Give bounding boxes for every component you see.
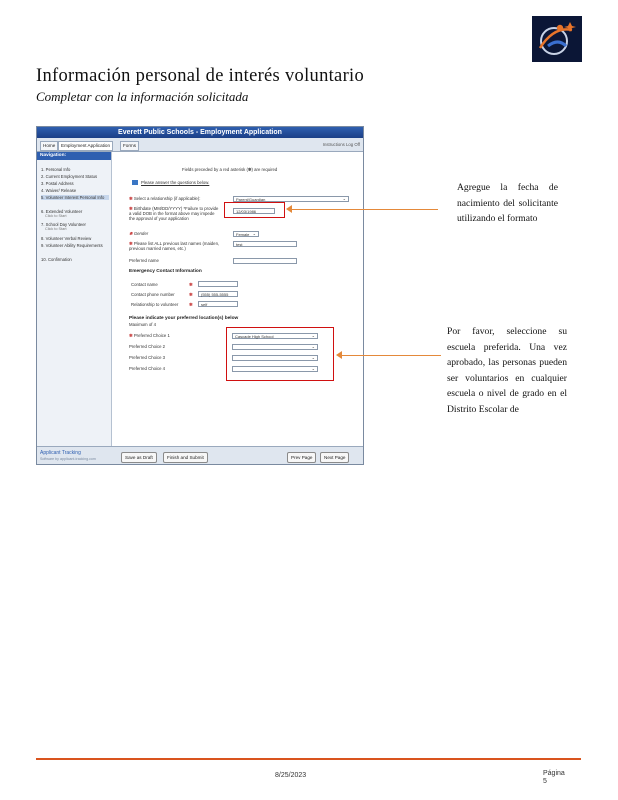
header-links[interactable]: Instructions Log Off xyxy=(322,142,360,147)
footer-page xyxy=(543,770,565,786)
callout-birthdate: Agregue la fecha de nacimiento del solicitante utilizando el formato xyxy=(457,182,558,224)
required-marker: ✽ xyxy=(189,292,193,297)
tracking-subtitle: Software by applicant-tracking.com xyxy=(40,457,96,461)
district-logo-icon xyxy=(532,16,582,62)
page-title: Información personal de interés voluntario xyxy=(36,66,365,86)
footer-page-label: Página xyxy=(543,770,565,777)
info-link[interactable]: Please answer the questions below. xyxy=(141,180,210,185)
prev-page-button[interactable]: Prev Page xyxy=(287,452,316,463)
emergency-contact-heading: Emergency Contact Information xyxy=(129,269,202,274)
nav-item-school-day-volunteer[interactable]: 7. School Day Volunteer Click to Start xyxy=(41,222,86,231)
relationship-volunteer-input[interactable]: self xyxy=(198,301,238,307)
relationship-label: ✽ Select a relationship (if applicable): xyxy=(129,196,201,201)
gender-label: ✽ Gender xyxy=(129,231,149,236)
contact-phone-input[interactable]: (555) 555-5555 xyxy=(198,291,238,297)
locations-highlight-box xyxy=(226,327,334,381)
callout-school: Por favor, seleccione su escuela preferida. Una vez aprobado, las personas pueden ser voluntarios en cualquier escuela o nivel de grado en el Distrito Escolar de xyxy=(447,326,567,415)
tab-forms[interactable]: Forms xyxy=(120,141,139,151)
tab-employment-application[interactable]: Employment Application xyxy=(58,141,113,151)
locations-heading: Please indicate your preferred location(s) below xyxy=(129,316,239,321)
tab-home[interactable]: Home xyxy=(40,141,58,151)
required-fields-note: Fields preceded by a red asterisk (✽) are required xyxy=(182,167,278,172)
save-draft-button[interactable]: Save as Draft xyxy=(121,452,157,463)
nav-item-extended-volunteer[interactable]: 6. Extended Volunteer Click to Start xyxy=(41,209,83,218)
choice1-select[interactable]: Cascade High School ⌄ xyxy=(232,333,318,339)
footer-page-number: 5 xyxy=(543,778,547,785)
required-marker: ✽ xyxy=(189,282,193,287)
relationship-volunteer-label: Relationship to volunteer xyxy=(131,302,179,307)
info-icon xyxy=(132,180,138,185)
gender-select[interactable]: Female ⌄ xyxy=(233,231,259,237)
required-marker: ✽ xyxy=(189,302,193,307)
nav-item-ability-requirements[interactable]: 9. Volunteer Ability Requirements xyxy=(41,243,103,248)
nav-item-verbal-review[interactable]: 8. Volunteer Verbal Review xyxy=(41,236,92,241)
preferred-name-label: Preferred name xyxy=(129,258,159,263)
application-screenshot xyxy=(36,126,364,465)
dob-input[interactable]: 12/03/1986 xyxy=(233,208,275,214)
footer-date: 8/25/2023 xyxy=(275,772,307,779)
nav-item-volunteer-interest[interactable]: 5. Volunteer Interest Personal Info xyxy=(41,195,109,200)
contact-name-label: Contact name xyxy=(131,282,158,287)
callout2-arrowhead-icon xyxy=(336,351,342,359)
preferred-name-input[interactable] xyxy=(233,258,297,264)
choice4-label: Preferred Choice 4 xyxy=(129,366,166,371)
nav-item-postal-address[interactable]: 3. Postal Address xyxy=(41,181,74,186)
previous-names-label: ✽ Please list ALL previous last names (maiden, previous married names, etc.) xyxy=(129,241,220,251)
tab-bar xyxy=(37,138,363,152)
contact-phone-label: Contact phone number xyxy=(131,292,175,297)
previous-names-input[interactable]: test xyxy=(233,241,297,247)
callout1-arrowhead-icon xyxy=(286,205,292,213)
nav-item-employment-status[interactable]: 2. Current Employment Status xyxy=(41,174,98,179)
navigation-sidebar xyxy=(37,152,112,446)
choice3-label: Preferred Choice 3 xyxy=(129,355,166,360)
tracking-title: Applicant Tracking xyxy=(40,450,81,456)
callout2-arrow xyxy=(341,355,441,356)
finish-submit-button[interactable]: Finish and Submit xyxy=(163,452,208,463)
nav-item-personal-info[interactable]: 1. Personal Info xyxy=(41,167,71,172)
window-title: Everett Public Schools - Employment Application xyxy=(37,127,363,138)
contact-name-input[interactable] xyxy=(198,281,238,287)
dob-label: ✽ Birthdate (MM/DD/YYYY) *Failure to provide a valid DOB in the format above may impede the approval of your application xyxy=(129,206,219,221)
locations-max: Maximum of 4 xyxy=(129,322,156,327)
bottom-bar xyxy=(37,446,363,465)
relationship-select[interactable]: Parent/Guardian ⌄ xyxy=(233,196,349,202)
nav-item-confirmation[interactable]: 10. Confirmation xyxy=(41,257,72,262)
nav-item-waiver[interactable]: 4. Waiver/ Release xyxy=(41,188,77,193)
dob-highlight-box xyxy=(224,202,285,218)
footer-divider xyxy=(36,758,581,760)
next-page-button[interactable]: Next Page xyxy=(320,452,349,463)
choice2-label: Preferred Choice 2 xyxy=(129,344,166,349)
page-subtitle: Completar con la información solicitada xyxy=(36,89,249,104)
nav-heading: Navigation: xyxy=(37,152,111,160)
choice1-label: ✽ Preferred Choice 1 xyxy=(129,333,170,338)
callout1-arrow xyxy=(290,209,438,210)
